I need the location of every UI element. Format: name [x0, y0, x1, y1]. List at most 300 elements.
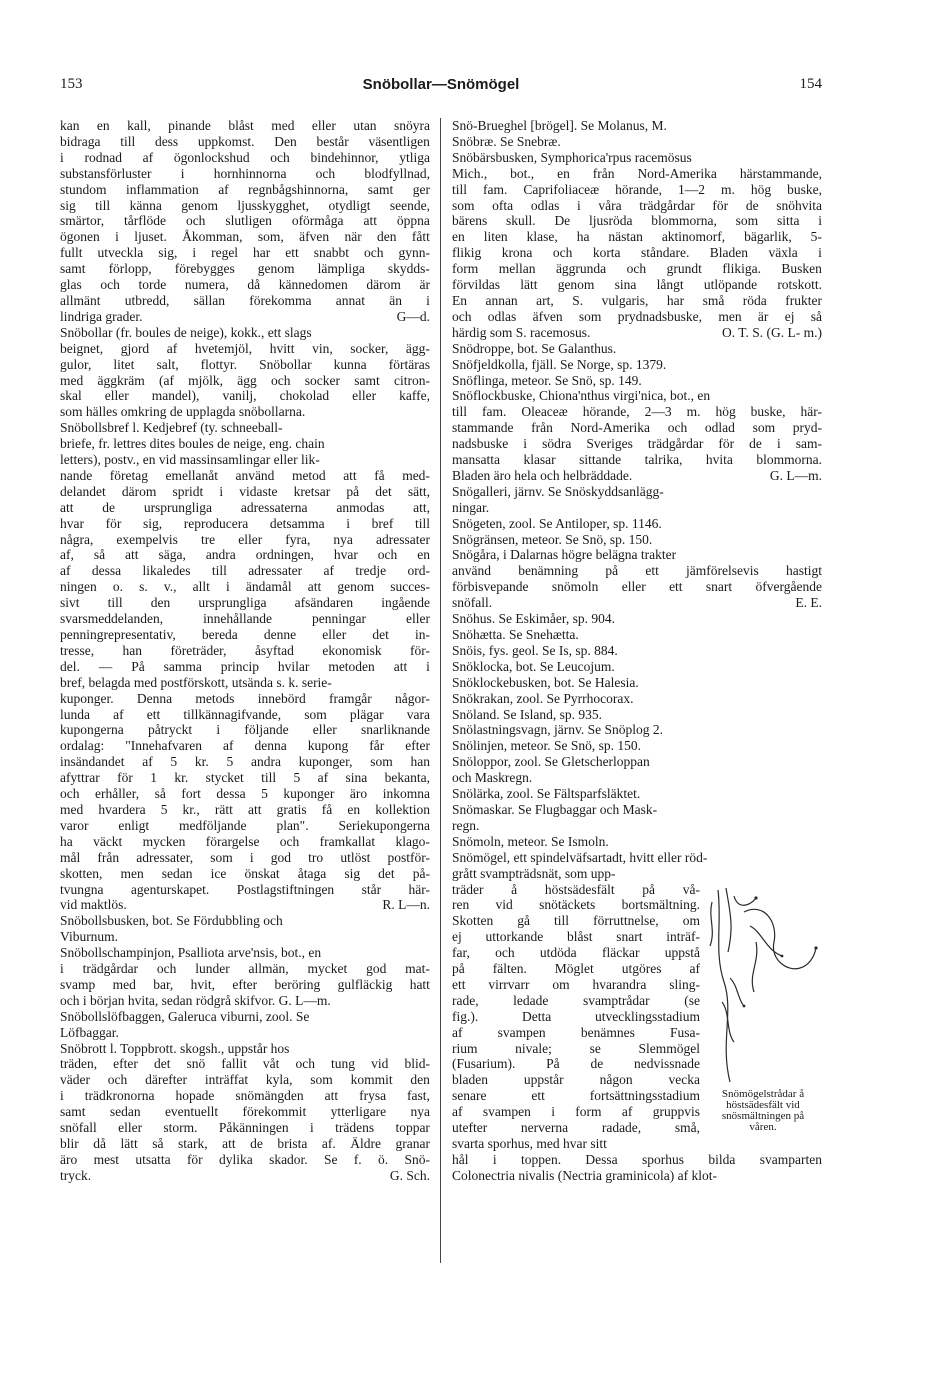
- word: små: [702, 292, 725, 308]
- word: företräder,: [170, 642, 227, 658]
- word: snö: [186, 1056, 206, 1072]
- word: förruttnelse,: [593, 913, 659, 929]
- word: att: [307, 579, 322, 595]
- word: samt: [367, 181, 394, 197]
- word: Påkänningen: [218, 1120, 289, 1136]
- word: Dessa: [585, 1151, 618, 1167]
- word: ljusröda: [588, 213, 633, 229]
- word: och: [667, 420, 688, 436]
- word: af: [317, 770, 329, 786]
- word: Snöhus. Se Eskimåer, sp. 904.: [452, 611, 615, 627]
- word: sitta: [776, 213, 800, 229]
- word: gulor,: [60, 356, 92, 372]
- word: lätt: [120, 1136, 138, 1151]
- word: framgår: [328, 690, 372, 706]
- right-column-entries: [452, 118, 822, 882]
- text-line: [60, 579, 430, 595]
- word: fast,: [407, 1088, 430, 1104]
- word: till: [452, 181, 468, 197]
- word: snömängden: [235, 1088, 304, 1104]
- word: annat: [335, 292, 365, 308]
- text-line: [60, 707, 430, 723]
- word: lämpliga: [317, 261, 365, 277]
- word: god: [270, 849, 292, 865]
- word: eller: [312, 722, 337, 738]
- text-line: [60, 643, 430, 659]
- word: Busken: [781, 261, 822, 277]
- word: form: [575, 1104, 602, 1120]
- word: därefter: [145, 1072, 188, 1088]
- word: afsändaren: [294, 595, 354, 611]
- word: i: [523, 436, 528, 452]
- word: trädgårdar: [82, 961, 139, 977]
- word: bladen: [452, 1072, 488, 1088]
- word: metods: [195, 690, 235, 706]
- word: ekonomisk: [322, 642, 382, 658]
- word: den: [150, 595, 171, 611]
- word: penningrepresentativ,: [60, 627, 176, 642]
- word: uppkomst.: [197, 133, 255, 149]
- word: i: [551, 1104, 555, 1120]
- word: här-: [800, 404, 822, 420]
- word: företag: [109, 467, 148, 483]
- word: snabbt: [313, 245, 350, 261]
- text-line: [452, 834, 822, 850]
- word: adressater,: [136, 849, 194, 865]
- word: Snöklocka, bot. Se Leucojum.: [452, 658, 615, 674]
- text-line: [452, 134, 822, 150]
- text-line: [60, 611, 430, 627]
- caption-line: Snömögelstrådar å: [721, 1087, 805, 1100]
- word: far,: [452, 945, 470, 961]
- text-line: [60, 1104, 430, 1120]
- word: prydnadsbuske,: [617, 308, 703, 324]
- word: i: [219, 483, 224, 499]
- word: består: [316, 133, 349, 149]
- word: 5: [261, 786, 268, 802]
- word: förlopp,: [108, 261, 152, 277]
- word: tre: [200, 531, 216, 547]
- word: nedvissnade: [634, 1056, 700, 1072]
- word: fort: [181, 786, 201, 802]
- word: toppen.: [520, 1151, 562, 1167]
- word: de: [250, 1136, 263, 1151]
- word: få: [374, 467, 385, 483]
- text-line: [452, 420, 822, 436]
- word: Snöfjeldkolla, fjäll. Se Norge, sp. 1379.: [452, 356, 667, 372]
- text-line: [60, 500, 430, 516]
- word: sporhus: [642, 1151, 685, 1167]
- text-line: [60, 802, 430, 818]
- word: utsatta: [135, 1151, 171, 1167]
- figure-block: [452, 882, 822, 1152]
- word: salt,: [156, 356, 179, 372]
- word: eller: [238, 531, 263, 547]
- word: och: [626, 261, 647, 277]
- word: ljuset.: [134, 229, 167, 245]
- word: efter: [405, 738, 430, 754]
- text-line: [60, 722, 430, 738]
- text-line: [452, 802, 822, 818]
- word: att: [248, 801, 262, 817]
- word: i: [216, 722, 221, 738]
- word: bortsmältning.: [621, 897, 700, 913]
- word: talrika,: [644, 452, 683, 468]
- word: uppstå: [664, 945, 700, 961]
- word: metod: [291, 467, 326, 483]
- word: bot.,: [510, 165, 535, 181]
- word: våra: [598, 197, 622, 213]
- word: snöyra: [393, 118, 430, 133]
- text-line: [452, 691, 822, 707]
- word: i: [249, 849, 254, 865]
- text-line: [452, 516, 822, 532]
- word: påtryckt: [147, 722, 193, 738]
- word: och: [364, 245, 384, 261]
- word: lätt: [520, 277, 538, 293]
- word: på: [452, 961, 465, 977]
- word: af: [323, 563, 335, 579]
- word: grått svampträdsnät, som upp-: [452, 865, 616, 881]
- word: ändamål: [245, 579, 292, 595]
- word: lindriga grader.: [60, 308, 143, 324]
- word: framkallat: [319, 833, 376, 849]
- text-line: [60, 404, 430, 420]
- word: tryck.: [60, 1167, 92, 1183]
- word: vulgaris,: [601, 292, 649, 308]
- word: Snöbollar (fr. boules de neige), kokk., ett slags: [60, 324, 312, 340]
- word: bilda: [708, 1151, 736, 1167]
- text-line: [452, 961, 700, 977]
- word: blommorna,: [651, 213, 717, 229]
- word: dessa: [91, 563, 122, 579]
- word: äfven: [532, 308, 563, 324]
- word: plägar: [349, 706, 384, 722]
- text-line: [60, 532, 430, 548]
- word: samt: [60, 1104, 86, 1120]
- text-line: [452, 945, 700, 961]
- word: benämnes: [580, 1024, 635, 1040]
- text-line: [452, 452, 822, 468]
- text-line: [452, 627, 822, 643]
- column-divider: [440, 118, 441, 1263]
- caption-line: höstsädesfält vid: [726, 1098, 800, 1111]
- word: rotskott.: [777, 277, 822, 293]
- word: Skotten: [452, 913, 494, 929]
- word: spridt: [172, 483, 204, 499]
- word: vid: [371, 1056, 389, 1072]
- word: sittande: [579, 452, 622, 468]
- word: metoden: [328, 658, 375, 674]
- word: hvit,: [190, 976, 216, 992]
- word: hvetemjöl,: [194, 340, 253, 356]
- word: trädkronorna: [84, 1088, 155, 1104]
- word: för-: [410, 642, 430, 658]
- word: oförmåga: [291, 213, 344, 229]
- word: bref, belagda med postförskott, utsända s. k. serie-: [60, 674, 332, 690]
- word: Snöbrott l. Toppbrott. skogsh., uppstår hos: [60, 1040, 290, 1056]
- word: bereda: [201, 627, 238, 642]
- word: mest: [93, 1151, 120, 1167]
- word: 5: [226, 754, 234, 770]
- word: till: [452, 404, 468, 420]
- word: att: [222, 1136, 236, 1151]
- text-line: [60, 1088, 430, 1104]
- word: härdig som S. racemosus.: [452, 324, 591, 340]
- word: 5: [170, 754, 178, 770]
- word: Seriekupongerna: [338, 817, 430, 833]
- right-column-tail: [452, 1152, 822, 1184]
- word: rodnad: [84, 149, 122, 165]
- word: men: [120, 865, 144, 881]
- word: R. L—n.: [382, 897, 430, 913]
- text-line: [452, 118, 822, 134]
- word: som: [452, 197, 475, 213]
- word: hvar: [333, 547, 358, 563]
- word: granar: [395, 1136, 430, 1151]
- word: som: [735, 213, 759, 229]
- word: Detta: [522, 1008, 552, 1024]
- word: efter: [113, 1056, 138, 1072]
- text-line: [60, 245, 430, 261]
- word: att: [125, 547, 139, 563]
- word: använd: [235, 467, 275, 483]
- word: förebygges: [174, 261, 235, 277]
- word: andra: [205, 547, 236, 563]
- word: å: [511, 881, 518, 897]
- word: emellanåt: [165, 467, 218, 483]
- word: äro: [349, 786, 368, 802]
- page-header: [60, 76, 822, 96]
- word: del.: [60, 658, 80, 674]
- word: dess: [154, 133, 179, 149]
- word: Denna: [136, 690, 173, 706]
- text-line: [60, 1152, 430, 1168]
- word: postför-: [387, 849, 430, 865]
- word: Snömaskar. Se Flugbaggar och Mask-: [452, 801, 658, 817]
- text-line: [452, 786, 822, 802]
- word: öppna: [396, 213, 430, 229]
- word: agenturskapet.: [130, 881, 210, 897]
- word: kuponger,: [298, 754, 353, 770]
- word: nästan: [608, 229, 643, 245]
- word: för: [105, 515, 122, 531]
- word: mycket: [307, 961, 348, 977]
- text-line: [452, 1072, 700, 1088]
- word: ursprungliga: [198, 595, 267, 611]
- word: de: [102, 499, 116, 515]
- word: inflammation: [125, 181, 199, 197]
- word: inkomna: [382, 786, 430, 802]
- text-line: [452, 532, 822, 548]
- word: De: [554, 213, 571, 229]
- word: ofta: [492, 197, 514, 213]
- word: klase,: [526, 229, 558, 245]
- word: ägg-: [405, 340, 430, 356]
- word: fullt: [60, 245, 83, 261]
- word: virrvarr: [488, 976, 530, 992]
- word: lunda: [60, 706, 90, 722]
- word: rätt: [214, 801, 233, 817]
- word: förekomma: [249, 292, 312, 308]
- word: genom: [557, 277, 595, 293]
- word: innebörd: [257, 690, 306, 706]
- word: svarsmeddelanden,: [60, 611, 164, 627]
- word: blåst: [228, 118, 254, 133]
- word: Snöbollar: [259, 356, 312, 372]
- word: hvar: [60, 515, 84, 531]
- word: som: [752, 420, 776, 436]
- text-line: [60, 929, 430, 945]
- word: få: [321, 801, 333, 817]
- word: Fusa-: [670, 1024, 700, 1040]
- page-number-left: 153: [60, 76, 83, 92]
- text-line: [452, 929, 700, 945]
- word: penningar: [312, 611, 367, 627]
- word: fallit: [221, 1056, 247, 1072]
- word: skotten,: [60, 865, 103, 881]
- word: utdöda: [539, 945, 577, 961]
- text-line: [452, 293, 822, 309]
- word: medföljande: [179, 817, 247, 833]
- word: o.: [112, 579, 123, 595]
- word: ståndare.: [641, 245, 690, 261]
- word: dessa: [216, 786, 246, 802]
- word: i: [818, 245, 822, 261]
- word: blommorna.: [756, 452, 822, 468]
- word: uppstår: [523, 1072, 564, 1088]
- word: ledade: [513, 992, 549, 1008]
- word: hål: [452, 1151, 469, 1167]
- word: som: [304, 706, 327, 722]
- word: vid maktlös.: [60, 897, 127, 913]
- word: att: [393, 658, 408, 674]
- word: än: [389, 292, 402, 308]
- word: utan: [353, 118, 377, 133]
- word: eller: [118, 1120, 143, 1136]
- word: och: [452, 308, 472, 324]
- word: en: [96, 118, 110, 133]
- word: långt: [656, 277, 684, 293]
- word: om: [682, 913, 700, 929]
- word: Löfbaggar.: [60, 1024, 119, 1040]
- word: kyla,: [265, 1072, 293, 1088]
- word: stundom: [60, 181, 107, 197]
- text-line: [60, 229, 430, 245]
- word: klago-: [395, 833, 430, 849]
- word: ö.: [378, 1151, 389, 1167]
- text-line: [60, 1025, 430, 1041]
- word: till: [261, 770, 277, 786]
- word: när: [344, 229, 362, 245]
- word: Snö-Brueghel [brögel]. Se Molanus, M.: [452, 118, 667, 133]
- word: eventuellt: [164, 1104, 219, 1120]
- word: erhåller,: [95, 786, 140, 802]
- word: önskat: [244, 865, 280, 881]
- word: nya: [410, 1104, 430, 1120]
- word: hvarandra: [592, 976, 647, 992]
- text-line: [60, 754, 430, 770]
- text-line: [452, 1120, 700, 1136]
- text-line: [452, 563, 822, 579]
- word: af,: [60, 547, 74, 563]
- word: svampen: [497, 1024, 546, 1040]
- word: och i början hvita, sedan rödgrå skifvor. G. L—m.: [60, 992, 331, 1008]
- word: i: [310, 1120, 314, 1136]
- word: inträf-: [666, 929, 700, 945]
- word: sina: [614, 277, 637, 293]
- word: in-: [414, 627, 430, 642]
- word: —: [98, 658, 113, 674]
- word: hvilar: [277, 658, 310, 674]
- word: en: [417, 547, 430, 563]
- word: för: [117, 770, 133, 786]
- word: af: [452, 1024, 463, 1040]
- text-line: [452, 993, 700, 1009]
- word: Snöloppor, zool. Se Gletscherloppan: [452, 754, 650, 770]
- word: grundt: [666, 261, 702, 277]
- word: regel: [211, 245, 239, 261]
- word: i: [226, 579, 230, 595]
- word: till: [554, 913, 570, 929]
- text-line: [452, 643, 822, 659]
- text-line: [60, 691, 430, 707]
- word: och: [295, 1056, 315, 1072]
- word: i: [115, 229, 119, 245]
- text-line: [60, 913, 430, 929]
- word: Se: [324, 1151, 338, 1167]
- text-line: [452, 770, 822, 786]
- word: senare: [452, 1088, 487, 1104]
- word: Snömögel, ett spindelväfsartadt, hvitt eller röd-: [452, 849, 708, 865]
- word: snart: [616, 929, 643, 945]
- text-line: [60, 738, 430, 754]
- word: men: [718, 308, 742, 324]
- word: så: [152, 1136, 164, 1151]
- word: af: [113, 706, 124, 722]
- word: han: [122, 642, 143, 658]
- text-line: [452, 229, 822, 245]
- word: Åkomman,: [182, 229, 243, 245]
- word: af: [218, 181, 229, 197]
- running-title: Snöbollar—Snömögel: [362, 76, 520, 93]
- word: mansatta: [452, 452, 500, 468]
- word: beignet,: [60, 340, 104, 356]
- word: Postlagstiftningen: [236, 881, 335, 897]
- word: är: [419, 277, 430, 293]
- word: i: [60, 149, 64, 165]
- word: stammande: [452, 420, 514, 436]
- text-line: [452, 325, 822, 341]
- word: pinande: [168, 118, 211, 133]
- text-line: [452, 595, 822, 611]
- word: utlöpande: [703, 277, 758, 293]
- word: radade,: [601, 1120, 642, 1136]
- word: Snölärka, zool. Se Fältsparfsläktet.: [452, 786, 641, 802]
- word: och Maskregn.: [452, 770, 533, 786]
- text-line: [452, 1152, 822, 1168]
- word: vecka: [668, 1072, 700, 1088]
- word: trädens: [335, 1120, 375, 1136]
- word: kuponger: [283, 786, 335, 802]
- word: letters), postv., en vid massinsamlingar eller lik-: [60, 452, 320, 468]
- word: förtäras: [388, 356, 430, 372]
- word: m.: [686, 404, 701, 420]
- word: denne: [263, 627, 297, 642]
- word: samt: [60, 261, 86, 277]
- text-line: [60, 834, 430, 850]
- word: plan".: [276, 817, 309, 833]
